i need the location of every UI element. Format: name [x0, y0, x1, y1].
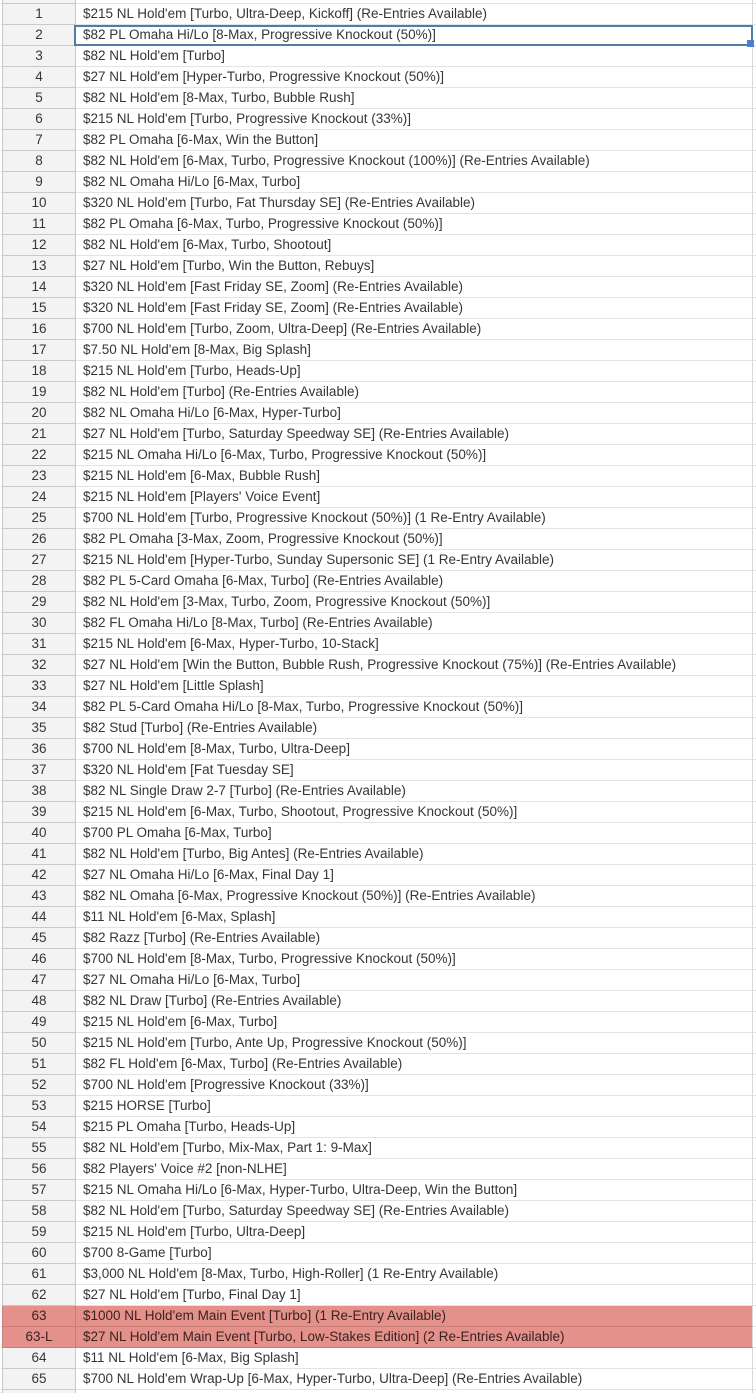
tournament-cell[interactable]: $215 PL Omaha [Turbo, Heads-Up]	[76, 1117, 753, 1138]
row-number-cell[interactable]: 42	[2, 865, 76, 886]
rows-container	[0, 4, 756, 1390]
row-number-cell[interactable]: 25	[2, 508, 76, 529]
row-number-cell[interactable]: 22	[2, 445, 76, 466]
tournament-cell[interactable]: $700 NL Hold'em [Progressive Knockout (33%)]	[76, 1075, 753, 1096]
table-row	[0, 25, 756, 46]
tournament-cell[interactable]: $82 Players' Voice #2 [non-NLHE]	[76, 1159, 753, 1180]
tournament-cell[interactable]: $215 NL Hold'em [Turbo, Ultra-Deep]	[76, 1222, 753, 1243]
tournament-cell[interactable]: $215 NL Hold'em [Players' Voice Event]	[76, 487, 753, 508]
table-row	[0, 1180, 756, 1201]
row-number-cell[interactable]: 47	[2, 970, 76, 991]
tournament-cell[interactable]: $1000 NL Hold'em Main Event [Turbo] (1 Re-Entry Available)	[76, 1306, 753, 1327]
table-row	[0, 655, 756, 676]
tournament-cell[interactable]: $215 HORSE [Turbo]	[76, 1096, 753, 1117]
row-number-cell[interactable]: 3	[2, 46, 76, 67]
table-row	[0, 928, 756, 949]
table-row	[0, 235, 756, 256]
table-row	[0, 214, 756, 235]
row-number-cell[interactable]: 11	[2, 214, 76, 235]
tournament-cell[interactable]: $82 PL Omaha [3-Max, Zoom, Progressive Knockout (50%)]	[76, 529, 753, 550]
row-number-cell[interactable]: 48	[2, 991, 76, 1012]
tournament-cell[interactable]: $215 NL Hold'em [6-Max, Bubble Rush]	[76, 466, 753, 487]
table-row	[0, 487, 756, 508]
row-number-cell[interactable]: 28	[2, 571, 76, 592]
row-number-cell[interactable]: 49	[2, 1012, 76, 1033]
row-number-cell[interactable]: 58	[2, 1201, 76, 1222]
row-number-cell[interactable]: 26	[2, 529, 76, 550]
row-number-cell[interactable]: 1	[2, 4, 76, 25]
table-row	[0, 1348, 756, 1369]
table-row	[0, 88, 756, 109]
tournament-cell[interactable]: $320 NL Hold'em [Fast Friday SE, Zoom] (Re-Entries Available)	[76, 298, 753, 319]
table-row	[0, 1033, 756, 1054]
row-number-cell[interactable]: 18	[2, 361, 76, 382]
table-row	[0, 886, 756, 907]
table-row	[0, 151, 756, 172]
row-number-cell[interactable]: 17	[2, 340, 76, 361]
table-row	[0, 613, 756, 634]
row-number-cell[interactable]: 55	[2, 1138, 76, 1159]
row-number-cell[interactable]: 54	[2, 1117, 76, 1138]
table-row	[0, 529, 756, 550]
tournament-cell[interactable]: $215 NL Hold'em [Turbo, Ante Up, Progressive Knockout (50%)]	[76, 1033, 753, 1054]
tournament-cell[interactable]: $320 NL Hold'em [Fat Tuesday SE]	[76, 760, 753, 781]
row-number-cell[interactable]: 5	[2, 88, 76, 109]
table-row	[0, 256, 756, 277]
row-number-cell[interactable]: 44	[2, 907, 76, 928]
table-row	[0, 109, 756, 130]
tournament-cell[interactable]: $82 PL 5-Card Omaha [6-Max, Turbo] (Re-Entries Available)	[76, 571, 753, 592]
table-row	[0, 361, 756, 382]
tournament-cell[interactable]: $27 NL Hold'em Main Event [Turbo, Low-Stakes Edition] (2 Re-Entries Available)	[76, 1327, 753, 1348]
tournament-cell[interactable]: $82 NL Hold'em [6-Max, Turbo, Progressive Knockout (100%)] (Re-Entries Available)	[76, 151, 753, 172]
tournament-cell[interactable]: $82 FL Hold'em [6-Max, Turbo] (Re-Entries Available)	[76, 1054, 753, 1075]
row-number-cell[interactable]: 30	[2, 613, 76, 634]
tournament-cell[interactable]: $82 Razz [Turbo] (Re-Entries Available)	[76, 928, 753, 949]
row-number-cell[interactable]: 65	[2, 1369, 76, 1390]
tournament-cell[interactable]: $27 NL Hold'em [Win the Button, Bubble Rush, Progressive Knockout (75%)] (Re-Entries Available)	[76, 655, 753, 676]
row-number-cell[interactable]: 20	[2, 403, 76, 424]
row-number-cell[interactable]: 24	[2, 487, 76, 508]
row-number-cell[interactable]: 36	[2, 739, 76, 760]
tournament-cell[interactable]: $27 NL Hold'em [Hyper-Turbo, Progressive Knockout (50%)]	[76, 67, 753, 88]
fill-handle[interactable]	[747, 40, 754, 47]
tournament-cell[interactable]: $82 Stud [Turbo] (Re-Entries Available)	[76, 718, 753, 739]
table-row	[0, 970, 756, 991]
table-row	[0, 319, 756, 340]
tournament-cell[interactable]: $27 NL Hold'em [Turbo, Saturday Speedway SE] (Re-Entries Available)	[76, 424, 753, 445]
table-row	[0, 1012, 756, 1033]
table-row	[0, 508, 756, 529]
table-row	[0, 1369, 756, 1390]
table-row	[0, 739, 756, 760]
row-number-cell[interactable]: 35	[2, 718, 76, 739]
table-row	[0, 802, 756, 823]
tournament-cell[interactable]: $27 NL Omaha Hi/Lo [6-Max, Turbo]	[76, 970, 753, 991]
row-number-cell[interactable]: 63	[2, 1306, 76, 1327]
table-row	[0, 907, 756, 928]
row-number-cell[interactable]: 63-L	[2, 1327, 76, 1348]
row-number-cell[interactable]: 4	[2, 67, 76, 88]
row-number-cell[interactable]: 43	[2, 886, 76, 907]
tournament-cell[interactable]: $82 NL Hold'em [Turbo]	[76, 46, 753, 67]
table-row	[0, 1327, 756, 1348]
tournament-cell[interactable]: $215 NL Hold'em [6-Max, Turbo]	[76, 1012, 753, 1033]
row-number-cell[interactable]: 46	[2, 949, 76, 970]
row-number-cell[interactable]: 16	[2, 319, 76, 340]
tournament-cell[interactable]: $82 NL Omaha [6-Max, Progressive Knockout (50%)] (Re-Entries Available)	[76, 886, 753, 907]
table-row	[0, 592, 756, 613]
row-number-cell[interactable]: 14	[2, 277, 76, 298]
tournament-cell[interactable]: $82 NL Hold'em [6-Max, Turbo, Shootout]	[76, 235, 753, 256]
row-number-cell[interactable]: 38	[2, 781, 76, 802]
table-row	[0, 445, 756, 466]
table-row	[0, 340, 756, 361]
tournament-cell[interactable]: $215 NL Hold'em [Turbo, Ultra-Deep, Kickoff] (Re-Entries Available)	[76, 4, 753, 25]
row-number-cell[interactable]: 23	[2, 466, 76, 487]
table-row	[0, 1096, 756, 1117]
table-row	[0, 1075, 756, 1096]
row-number-cell[interactable]: 40	[2, 823, 76, 844]
row-number-cell[interactable]: 6	[2, 109, 76, 130]
tournament-cell[interactable]: $7.50 NL Hold'em [8-Max, Big Splash]	[76, 340, 753, 361]
table-row	[0, 760, 756, 781]
table-row	[0, 550, 756, 571]
row-number-cell[interactable]: 52	[2, 1075, 76, 1096]
row-number-cell[interactable]: 13	[2, 256, 76, 277]
table-row	[0, 1201, 756, 1222]
row-number-cell[interactable]: 29	[2, 592, 76, 613]
table-row	[0, 424, 756, 445]
row-number-cell[interactable]: 9	[2, 172, 76, 193]
row-number-cell[interactable]: 53	[2, 1096, 76, 1117]
tournament-cell[interactable]: $82 PL 5-Card Omaha Hi/Lo [8-Max, Turbo, Progressive Knockout (50%)]	[76, 697, 753, 718]
row-number-cell[interactable]: 15	[2, 298, 76, 319]
table-row	[0, 298, 756, 319]
tournament-cell[interactable]: $82 NL Hold'em [Turbo, Saturday Speedway SE] (Re-Entries Available)	[76, 1201, 753, 1222]
tournament-cell[interactable]: $215 NL Omaha Hi/Lo [6-Max, Turbo, Progressive Knockout (50%)]	[76, 445, 753, 466]
tournament-cell[interactable]: $82 NL Draw [Turbo] (Re-Entries Available)	[76, 991, 753, 1012]
tournament-cell[interactable]: $82 PL Omaha [6-Max, Win the Button]	[76, 130, 753, 151]
table-row	[0, 823, 756, 844]
table-row	[0, 46, 756, 67]
table-row	[0, 382, 756, 403]
tournament-cell[interactable]: $27 NL Hold'em [Turbo, Win the Button, Rebuys]	[76, 256, 753, 277]
tournament-cell[interactable]: $700 NL Hold'em Wrap-Up [6-Max, Hyper-Turbo, Ultra-Deep] (Re-Entries Available)	[76, 1369, 753, 1390]
table-row	[0, 949, 756, 970]
row-number-cell[interactable]: 62	[2, 1285, 76, 1306]
row-number-cell[interactable]: 56	[2, 1159, 76, 1180]
row-number-cell[interactable]: 27	[2, 550, 76, 571]
tournament-cell[interactable]: $82 NL Hold'em [Turbo] (Re-Entries Available)	[76, 382, 753, 403]
table-row	[0, 1264, 756, 1285]
tournament-cell[interactable]: $82 NL Hold'em [Turbo, Mix-Max, Part 1: 9-Max]	[76, 1138, 753, 1159]
row-number-cell[interactable]: 8	[2, 151, 76, 172]
table-row	[0, 718, 756, 739]
row-number-cell[interactable]: 59	[2, 1222, 76, 1243]
table-row	[0, 67, 756, 88]
table-row	[0, 172, 756, 193]
row-number-cell[interactable]: 45	[2, 928, 76, 949]
row-number-cell[interactable]: 41	[2, 844, 76, 865]
row-number-cell[interactable]: 2	[2, 25, 76, 46]
row-number-cell[interactable]: 39	[2, 802, 76, 823]
row-number-cell[interactable]: 10	[2, 193, 76, 214]
table-row	[0, 697, 756, 718]
tournament-cell[interactable]: $700 PL Omaha [6-Max, Turbo]	[76, 823, 753, 844]
table-row	[0, 781, 756, 802]
table-row	[0, 1117, 756, 1138]
tournament-cell[interactable]: $215 NL Hold'em [6-Max, Turbo, Shootout, Progressive Knockout (50%)]	[76, 802, 753, 823]
tournament-cell[interactable]: $215 NL Omaha Hi/Lo [6-Max, Hyper-Turbo, Ultra-Deep, Win the Button]	[76, 1180, 753, 1201]
table-row	[0, 571, 756, 592]
table-row	[0, 844, 756, 865]
table-row	[0, 1159, 756, 1180]
row-number-cell[interactable]: 51	[2, 1054, 76, 1075]
row-number-cell[interactable]: 33	[2, 676, 76, 697]
tournament-cell[interactable]: $700 NL Hold'em [Turbo, Zoom, Ultra-Deep] (Re-Entries Available)	[76, 319, 753, 340]
row-number-cell[interactable]: 32	[2, 655, 76, 676]
tournament-cell[interactable]: $27 NL Omaha Hi/Lo [6-Max, Final Day 1]	[76, 865, 753, 886]
tournament-cell[interactable]: $11 NL Hold'em [6-Max, Big Splash]	[76, 1348, 753, 1369]
tournament-cell[interactable]: $82 PL Omaha [6-Max, Turbo, Progressive Knockout (50%)]	[76, 214, 753, 235]
table-row	[0, 991, 756, 1012]
table-row	[0, 466, 756, 487]
tournament-cell[interactable]: $215 NL Hold'em [6-Max, Hyper-Turbo, 10-Stack]	[76, 634, 753, 655]
table-row	[0, 1138, 756, 1159]
table-row	[0, 403, 756, 424]
row-number-cell[interactable]: 64	[2, 1348, 76, 1369]
row-number-cell[interactable]: 31	[2, 634, 76, 655]
tournament-cell[interactable]: $82 NL Hold'em [3-Max, Turbo, Zoom, Progressive Knockout (50%)]	[76, 592, 753, 613]
table-row	[0, 193, 756, 214]
table-row	[0, 1243, 756, 1264]
table-row	[0, 1054, 756, 1075]
tournament-cell[interactable]: $82 NL Hold'em [Turbo, Big Antes] (Re-Entries Available)	[76, 844, 753, 865]
row-number-cell[interactable]: 50	[2, 1033, 76, 1054]
tournament-cell[interactable]: $320 NL Hold'em [Fast Friday SE, Zoom] (Re-Entries Available)	[76, 277, 753, 298]
table-row	[0, 1306, 756, 1327]
tournament-cell[interactable]: $700 NL Hold'em [Turbo, Progressive Knockout (50%)] (1 Re-Entry Available)	[76, 508, 753, 529]
tournament-cell[interactable]: $215 NL Hold'em [Hyper-Turbo, Sunday Supersonic SE] (1 Re-Entry Available)	[76, 550, 753, 571]
table-row	[0, 865, 756, 886]
tournament-cell[interactable]: $3,000 NL Hold'em [8-Max, Turbo, High-Roller] (1 Re-Entry Available)	[76, 1264, 753, 1285]
row-number-cell[interactable]: 12	[2, 235, 76, 256]
row-number-cell[interactable]: 61	[2, 1264, 76, 1285]
row-number-cell[interactable]: 19	[2, 382, 76, 403]
row-number-cell[interactable]: 21	[2, 424, 76, 445]
tournament-cell[interactable]: $82 NL Omaha Hi/Lo [6-Max, Turbo]	[76, 172, 753, 193]
table-row	[0, 130, 756, 151]
table-row	[0, 277, 756, 298]
tournament-cell[interactable]: $215 NL Hold'em [Turbo, Heads-Up]	[76, 361, 753, 382]
table-row	[0, 634, 756, 655]
tournament-cell[interactable]: $82 NL Omaha Hi/Lo [6-Max, Hyper-Turbo]	[76, 403, 753, 424]
tournament-cell[interactable]: $82 FL Omaha Hi/Lo [8-Max, Turbo] (Re-Entries Available)	[76, 613, 753, 634]
tournament-cell[interactable]: $700 8-Game [Turbo]	[76, 1243, 753, 1264]
tournament-cell[interactable]: $82 NL Hold'em [8-Max, Turbo, Bubble Rush]	[76, 88, 753, 109]
row-number-cell[interactable]: 34	[2, 697, 76, 718]
row-number-cell[interactable]: 37	[2, 760, 76, 781]
row-number-cell[interactable]: 60	[2, 1243, 76, 1264]
table-row	[0, 4, 756, 25]
table-row	[0, 676, 756, 697]
table-row	[0, 1285, 756, 1306]
tournament-cell[interactable]: $11 NL Hold'em [6-Max, Splash]	[76, 907, 753, 928]
tournament-cell[interactable]: $215 NL Hold'em [Turbo, Progressive Knockout (33%)]	[76, 109, 753, 130]
row-number-cell[interactable]: 57	[2, 1180, 76, 1201]
tournament-cell[interactable]: $27 NL Hold'em [Turbo, Final Day 1]	[76, 1285, 753, 1306]
tournament-cell[interactable]: $27 NL Hold'em [Little Splash]	[76, 676, 753, 697]
tournament-cell[interactable]: $82 PL Omaha Hi/Lo [8-Max, Progressive Knockout (50%)]	[76, 25, 753, 46]
tournament-cell[interactable]: $82 NL Single Draw 2-7 [Turbo] (Re-Entries Available)	[76, 781, 753, 802]
tournament-cell[interactable]: $700 NL Hold'em [8-Max, Turbo, Ultra-Deep]	[76, 739, 753, 760]
tournament-cell[interactable]: $700 NL Hold'em [8-Max, Turbo, Progressive Knockout (50%)]	[76, 949, 753, 970]
table-row	[0, 1222, 756, 1243]
tournament-cell[interactable]: $320 NL Hold'em [Turbo, Fat Thursday SE] (Re-Entries Available)	[76, 193, 753, 214]
row-number-cell[interactable]: 7	[2, 130, 76, 151]
